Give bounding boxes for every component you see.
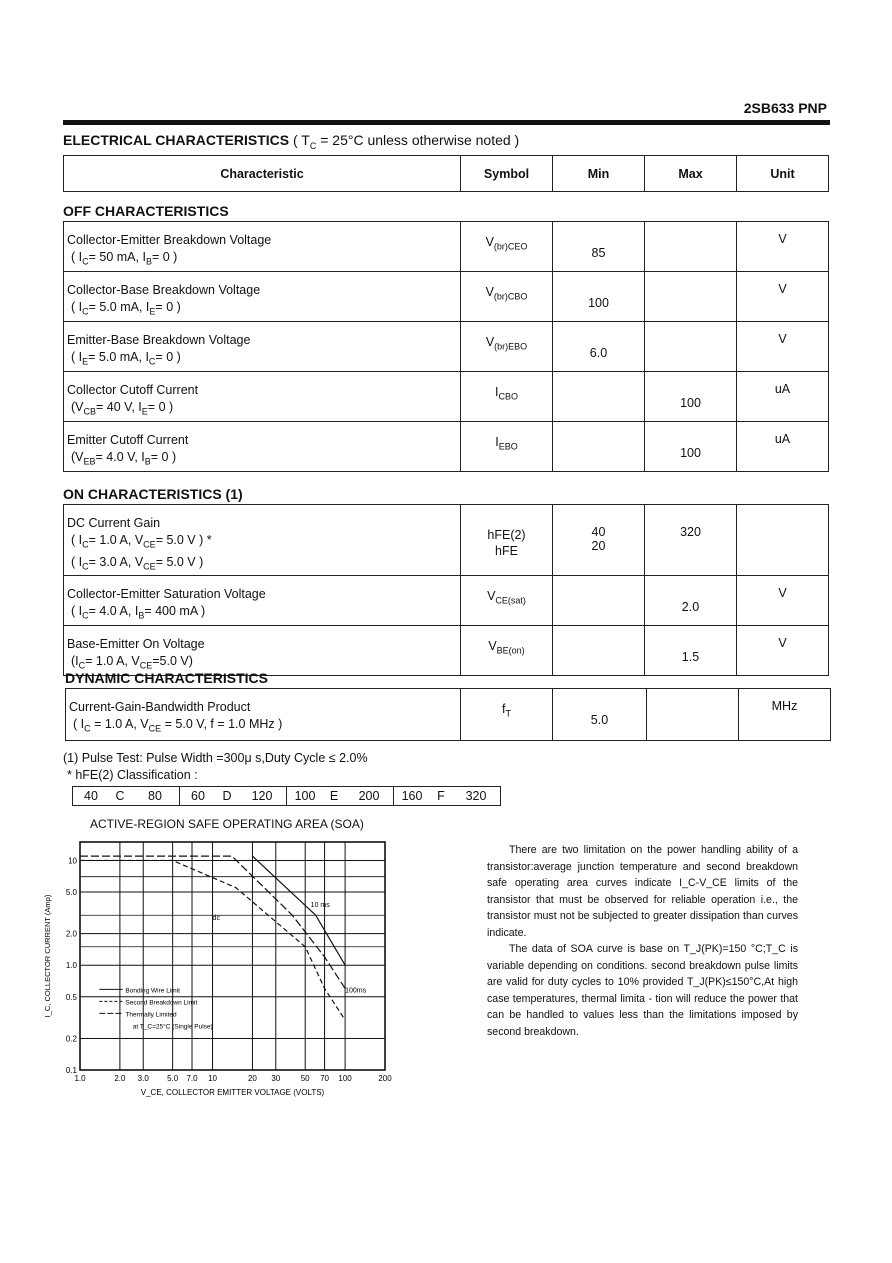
on-row bbox=[64, 505, 829, 576]
min-cell: 40 20 bbox=[553, 505, 645, 576]
soa-paragraph-1: There are two limitation on the power handling ability of a transistor:average junction temperature and second breakdown safe operating area curves indicate I_C-V_CE limits of the transistor that must be observed for reliable operation i.e., the transistor must not be subjected to greater dissipation than curves indicate. bbox=[487, 844, 798, 939]
dynamic-table bbox=[65, 688, 831, 741]
classification-note: * hFE(2) Classification : bbox=[67, 768, 198, 782]
page-title bbox=[63, 132, 519, 151]
characteristic-cell: DC Current Gain ( $I_C= 1.0$ A, $V_{CE}= 5.0$ V ) * ( $I_C= 3.0$ A, $V_{CE}= 5.0$ V ) bbox=[64, 505, 461, 576]
soa-y-tick: 10 bbox=[68, 856, 77, 866]
soa-description bbox=[487, 842, 798, 1040]
on-table bbox=[63, 504, 829, 676]
symbol-cell: $V_{(br)CBO}$ bbox=[461, 272, 553, 322]
characteristic-cell: Emitter Cutoff Current ($V_{EB}= 4.0$ V, $I_B= 0$ ) bbox=[64, 422, 461, 472]
classification-cell: 60 D 120 bbox=[180, 787, 287, 806]
col-symbol: Symbol bbox=[461, 156, 553, 192]
symbol-cell: $I_{EBO}$ bbox=[461, 422, 553, 472]
soa-paragraph-2: The data of SOA curve is base on T_J(PK)=150 °C;T_C is variable depending on conditions. second breakdown pulse limits are valid for duty cycles to 10% provided T_J(PK)≤150°C,At high case temperatures, thermal limita - tion will reduce the power that can be handled to values less than the limitations imposed by second breakdown. bbox=[487, 943, 798, 1038]
min-cell bbox=[553, 422, 645, 472]
off-row bbox=[64, 422, 829, 472]
soa-x-tick: 200 bbox=[378, 1074, 392, 1083]
max-cell: 100 bbox=[645, 372, 737, 422]
soa-y-tick: 0.1 bbox=[65, 1066, 77, 1075]
soa-y-axis-label: I_C, COLLECTOR CURRENT (Amp) bbox=[43, 894, 52, 1018]
max-cell: 100 bbox=[645, 422, 737, 472]
col-unit: Unit bbox=[737, 156, 829, 192]
off-section-title: OFF CHARACTERISTICS bbox=[63, 203, 229, 219]
classification-cell: 100 E 200 bbox=[287, 787, 394, 806]
soa-legend-entry: Second Breakdown Limit bbox=[125, 999, 198, 1007]
characteristic-cell: Emitter-Base Breakdown Voltage ( $I_E= 5.0$ mA, $I_C= 0$ ) bbox=[64, 322, 461, 372]
on-row bbox=[64, 625, 829, 675]
max-cell: 1.5 bbox=[645, 625, 737, 675]
off-row bbox=[64, 272, 829, 322]
soa-x-tick: 5.0 bbox=[167, 1074, 179, 1083]
unit-cell: V bbox=[737, 322, 829, 372]
min-cell bbox=[553, 625, 645, 675]
soa-100ms-label: 100ms bbox=[345, 987, 367, 995]
unit-cell: V bbox=[737, 576, 829, 626]
unit-cell: V bbox=[737, 222, 829, 272]
soa-title: ACTIVE-REGION SAFE OPERATING AREA (SOA) bbox=[90, 817, 364, 831]
soa-x-tick: 1.0 bbox=[74, 1074, 86, 1083]
soa-x-tick: 70 bbox=[320, 1074, 330, 1083]
title-main: ELECTRICAL CHARACTERISTICS bbox=[63, 132, 290, 148]
unit-cell: uA bbox=[737, 422, 829, 472]
soa-y-tick: 1.0 bbox=[65, 961, 77, 971]
symbol-cell: $V_{(br)EBO}$ bbox=[461, 322, 553, 372]
soa-x-tick: 7.0 bbox=[186, 1074, 198, 1083]
on-row bbox=[64, 576, 829, 626]
col-characteristic: Characteristic bbox=[64, 156, 461, 192]
symbol-cell: $f_T$ bbox=[461, 689, 553, 741]
classification-cell: 160 F 320 bbox=[394, 787, 501, 806]
soa-y-tick: 5.0 bbox=[65, 887, 77, 897]
unit-cell: uA bbox=[737, 372, 829, 422]
off-row bbox=[64, 222, 829, 272]
hfe-classification-table bbox=[72, 786, 501, 806]
min-cell bbox=[553, 372, 645, 422]
symbol-cell: $V_{(br)CEO}$ bbox=[461, 222, 553, 272]
soa-x-tick: 50 bbox=[300, 1074, 310, 1083]
characteristic-cell: Base-Emitter On Voltage ($I_C= 1.0$ A, $V_{CE}=5.0$ V) bbox=[64, 625, 461, 675]
on-section-title: ON CHARACTERISTICS (1) bbox=[63, 486, 243, 502]
characteristic-cell: Collector-Base Breakdown Voltage ( $I_C= 5.0$ mA, $I_E= 0$ ) bbox=[64, 272, 461, 322]
notes bbox=[63, 750, 368, 784]
header-rule bbox=[63, 120, 830, 125]
soa-dc-label: dc bbox=[212, 915, 220, 923]
symbol-cell: $V_{BE(on)}$ bbox=[461, 625, 553, 675]
characteristic-cell: Collector Cutoff Current ($V_{CB}= 40$ V, $I_E= 0$ ) bbox=[64, 372, 461, 422]
soa-x-tick: 30 bbox=[271, 1074, 281, 1083]
soa-x-tick: 2.0 bbox=[114, 1074, 126, 1083]
title-condition: ( $T_C = 25^\circ C$ unless otherwise noted ) bbox=[292, 132, 520, 151]
soa-x-tick: 100 bbox=[338, 1074, 352, 1083]
min-cell: 5.0 bbox=[553, 689, 647, 741]
min-cell: 100 bbox=[553, 272, 645, 322]
soa-100ms-curve bbox=[252, 856, 345, 965]
min-cell: 85 bbox=[553, 222, 645, 272]
symbol-cell: $I_{CBO}$ bbox=[461, 372, 553, 422]
soa-chart bbox=[40, 832, 400, 1102]
unit-cell: V bbox=[737, 625, 829, 675]
max-cell: 2.0 bbox=[645, 576, 737, 626]
off-row bbox=[64, 372, 829, 422]
characteristic-cell: Collector-Emitter Breakdown Voltage ( $I_C= 50$ mA, $I_B= 0$ ) bbox=[64, 222, 461, 272]
soa-y-tick: 0.2 bbox=[65, 1034, 77, 1044]
soa-legend-entry: Bonding Wire Limit bbox=[125, 987, 180, 995]
characteristic-cell: Collector-Emitter Saturation Voltage ( $I_C= 4.0$ A, $I_B= 400$ mA ) bbox=[64, 576, 461, 626]
col-max: Max bbox=[645, 156, 737, 192]
unit-cell: V bbox=[737, 272, 829, 322]
symbol-cell: $V_{CE(sat)}$ bbox=[461, 576, 553, 626]
off-table bbox=[63, 221, 829, 472]
soa-10ms-label: 10 ms bbox=[310, 901, 330, 909]
soa-y-tick: 0.5 bbox=[65, 992, 77, 1002]
max-cell: 320 bbox=[645, 505, 737, 576]
symbol-cell: hFE(2) hFE bbox=[461, 505, 553, 576]
soa-legend-entry: Thermally Limited bbox=[125, 1011, 177, 1019]
max-cell bbox=[645, 272, 737, 322]
unit-cell: MHz bbox=[739, 689, 831, 741]
col-min: Min bbox=[553, 156, 645, 192]
soa-x-tick: 3.0 bbox=[137, 1074, 149, 1083]
dynamic-row bbox=[66, 689, 831, 741]
header-table bbox=[63, 155, 829, 192]
min-cell bbox=[553, 576, 645, 626]
max-cell bbox=[647, 689, 739, 741]
part-number: 2SB633 PNP bbox=[743, 100, 827, 116]
dynamic-section-title: DYNAMIC CHARACTERISTICS bbox=[65, 670, 268, 686]
max-cell bbox=[645, 222, 737, 272]
soa-x-axis-label: V_CE, COLLECTOR EMITTER VOLTAGE (VOLTS) bbox=[140, 1088, 325, 1097]
max-cell bbox=[645, 322, 737, 372]
pulse-note: (1) Pulse Test: Pulse Width =300μ s,Duty Cycle ≤ 2.0% bbox=[63, 751, 368, 765]
unit-cell bbox=[737, 505, 829, 576]
classification-cell: 40 C 80 bbox=[73, 787, 180, 806]
min-cell: 6.0 bbox=[553, 322, 645, 372]
soa-legend-entry: at T_C=25°C (Single Pulse) bbox=[132, 1023, 213, 1031]
off-row bbox=[64, 322, 829, 372]
soa-x-tick: 20 bbox=[247, 1074, 257, 1083]
soa-y-tick: 2.0 bbox=[65, 929, 77, 939]
soa-x-tick: 10 bbox=[208, 1074, 218, 1083]
characteristic-cell: Current-Gain-Bandwidth Product ( $I_C = 1.0$ A, $V_{CE} = 5.0$ V, f = 1.0 MHz ) bbox=[66, 689, 461, 741]
